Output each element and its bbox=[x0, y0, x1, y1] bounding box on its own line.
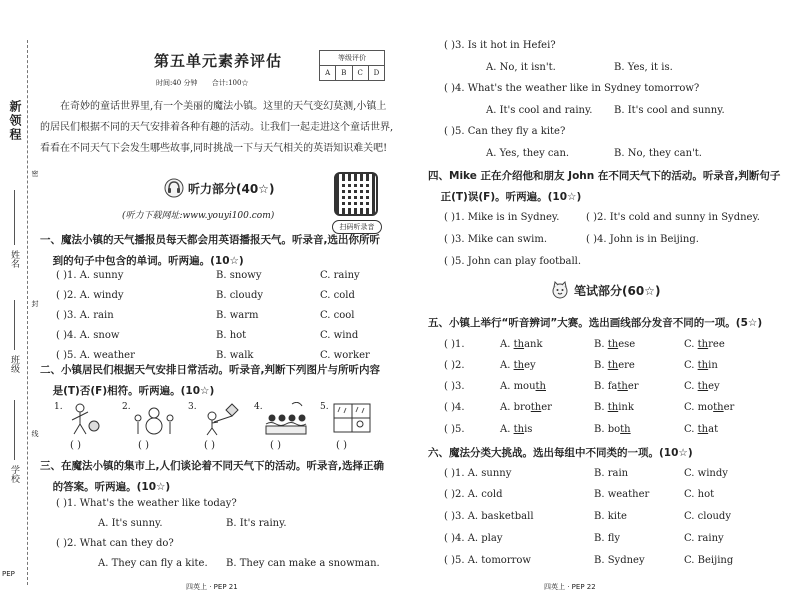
q5-option-text: B. bbox=[594, 402, 608, 413]
q6-option-c[interactable]: C. hot bbox=[684, 489, 715, 500]
q5-option-text: B. fa bbox=[594, 381, 618, 392]
q5-option-text: C. mo bbox=[684, 402, 714, 413]
q6-option-b[interactable]: B. weather bbox=[594, 489, 650, 500]
q1-option-a[interactable]: ( )5. A. weather bbox=[56, 350, 135, 361]
q5-underlined-part: th bbox=[697, 339, 709, 350]
q3-3-option-b[interactable]: B. Yes, it is. bbox=[614, 62, 673, 73]
listening-title: 听力部分(40☆) bbox=[188, 181, 275, 196]
q5-option-text: C. bbox=[684, 339, 698, 350]
q6-option-a[interactable]: ( )1. A. sunny bbox=[444, 468, 512, 479]
q2-pic-2 bbox=[122, 402, 186, 452]
page-title: 第五单元素养评估 bbox=[154, 52, 283, 70]
q1-option-c[interactable]: C. wind bbox=[320, 330, 359, 341]
q5-option-text: ey bbox=[524, 360, 536, 371]
q5-option-text: A. bbox=[500, 339, 514, 350]
page-footer-right: 四英上 · PEP 22 bbox=[544, 583, 596, 591]
headphone-icon bbox=[164, 178, 184, 198]
q1-option-c[interactable]: C. rainy bbox=[320, 270, 360, 281]
q5-option-b[interactable] bbox=[594, 381, 684, 392]
q5-answer-blank[interactable]: ( )1. bbox=[444, 339, 465, 350]
q6-option-b[interactable]: B. kite bbox=[594, 511, 627, 522]
q5-option-a[interactable] bbox=[500, 339, 594, 350]
q5-underlined-part: th bbox=[697, 360, 709, 371]
q3-5-option-b[interactable]: B. No, they can't. bbox=[614, 148, 702, 159]
brand-logo: 新领程 bbox=[8, 100, 22, 142]
q5-item-1 bbox=[444, 339, 764, 350]
q2-answer-blank[interactable]: ( ) bbox=[270, 440, 281, 451]
q5-option-b[interactable] bbox=[594, 360, 684, 371]
q3-question-2[interactable]: ( )2. What can they do? bbox=[56, 538, 174, 549]
q5-underlined-part: th bbox=[513, 339, 525, 350]
q2-heading bbox=[40, 360, 380, 402]
q1-item-4 bbox=[56, 330, 420, 341]
q1-item-2 bbox=[56, 290, 420, 301]
q6-option-c[interactable]: C. Beijing bbox=[684, 555, 734, 566]
q1-option-b[interactable]: B. warm bbox=[216, 310, 259, 321]
name-field-label: 姓名 bbox=[9, 250, 19, 268]
q5-underlined-part: th bbox=[697, 381, 709, 392]
q3-2-option-a[interactable]: A. They can fly a kite. bbox=[98, 558, 208, 569]
q4-item-2[interactable]: ( )2. It's cold and sunny in Sydney. bbox=[586, 212, 760, 223]
q5-option-text: B. bbox=[594, 339, 608, 350]
q1-option-c[interactable]: C. worker bbox=[320, 350, 370, 361]
q2-pic-4 bbox=[254, 402, 318, 452]
writing-title: 笔试部分(60☆) bbox=[574, 283, 661, 298]
q3-4-option-b[interactable]: B. It's cool and sunny. bbox=[614, 105, 725, 116]
q5-option-text: C. bbox=[684, 424, 698, 435]
q6-item-4 bbox=[444, 533, 764, 544]
q1-option-b[interactable]: B. cloudy bbox=[216, 290, 264, 301]
q5-item-2 bbox=[444, 360, 764, 371]
writing-heading bbox=[550, 280, 660, 300]
page-footer-left: 四英上 · PEP 21 bbox=[186, 583, 238, 591]
q1-option-a[interactable]: ( )3. A. rain bbox=[56, 310, 114, 321]
q2-answer-blank[interactable]: ( ) bbox=[204, 440, 215, 451]
q4-item-1[interactable]: ( )1. Mike is in Sydney. bbox=[444, 212, 560, 223]
download-url: (听力下载网址:www.youyi100.com) bbox=[122, 211, 275, 221]
q3-heading bbox=[40, 456, 384, 498]
q5-option-text: A. mou bbox=[500, 381, 536, 392]
grade-box bbox=[319, 50, 385, 81]
q5-option-text: B. bo bbox=[594, 424, 621, 435]
q2-pic-number: 3. bbox=[188, 402, 197, 412]
q5-option-text: A. bbox=[500, 424, 514, 435]
window-rain-icon bbox=[330, 402, 374, 436]
q6-option-c[interactable]: C. rainy bbox=[684, 533, 724, 544]
q6-item-1 bbox=[444, 468, 764, 479]
q3-3-option-a[interactable]: A. No, it isn't. bbox=[486, 62, 556, 73]
q6-option-a[interactable]: ( )5. A. tomorrow bbox=[444, 555, 531, 566]
q1-item-3 bbox=[56, 310, 420, 321]
q1-option-c[interactable]: C. cool bbox=[320, 310, 355, 321]
q5-underlined-part: th bbox=[620, 424, 631, 435]
q5-option-a[interactable] bbox=[500, 360, 594, 371]
q3-5-option-a[interactable]: A. Yes, they can. bbox=[486, 148, 570, 159]
q6-option-a[interactable]: ( )2. A. cold bbox=[444, 489, 503, 500]
q5-option-text: in bbox=[708, 360, 718, 371]
q5-underlined-part: th bbox=[617, 381, 628, 392]
q3-2-option-b[interactable]: B. They can make a snowman. bbox=[226, 558, 380, 569]
left-page bbox=[36, 0, 398, 598]
q5-underlined-part: th bbox=[535, 381, 546, 392]
q1-item-1 bbox=[56, 270, 420, 281]
class-field-label: 班级 bbox=[9, 355, 19, 373]
q3-question-1[interactable]: ( )1. What's the weather like today? bbox=[56, 498, 237, 509]
q5-option-a[interactable] bbox=[500, 402, 594, 413]
q3-1-option-a[interactable]: A. It's sunny. bbox=[98, 518, 163, 529]
right-page bbox=[414, 0, 794, 598]
q6-option-c[interactable]: C. windy bbox=[684, 468, 728, 479]
q1-option-a[interactable]: ( )2. A. windy bbox=[56, 290, 124, 301]
q6-option-a[interactable]: ( )4. A. play bbox=[444, 533, 503, 544]
q6-item-5 bbox=[444, 555, 764, 566]
grade-c[interactable]: C bbox=[352, 66, 368, 80]
q6-option-b[interactable]: B. Sydney bbox=[594, 555, 645, 566]
q2-pic-number: 2. bbox=[122, 402, 131, 412]
grade-d[interactable]: D bbox=[368, 66, 384, 80]
q6-item-3 bbox=[444, 511, 764, 522]
q5-option-b[interactable] bbox=[594, 424, 684, 435]
q5-item-3 bbox=[444, 381, 764, 392]
cat-icon bbox=[550, 280, 570, 300]
q2-pic-1 bbox=[54, 402, 118, 452]
q5-item-4 bbox=[444, 402, 764, 413]
q4-item-4[interactable]: ( )4. John is in Beijing. bbox=[586, 234, 699, 245]
q5-answer-blank[interactable]: ( )4. bbox=[444, 402, 465, 413]
q5-option-text: ank bbox=[524, 339, 543, 350]
q2-pic-number: 4. bbox=[254, 402, 263, 412]
q5-option-text: at bbox=[708, 424, 719, 435]
q5-heading: 五、小镇上举行“听音辨词”大赛。选出画线部分发音不同的一项。(5☆) bbox=[428, 317, 763, 329]
q5-option-b[interactable] bbox=[594, 339, 684, 350]
q1-option-b[interactable]: B. walk bbox=[216, 350, 254, 361]
q6-option-c[interactable]: C. cloudy bbox=[684, 511, 731, 522]
qr-label: 扫码听录音 bbox=[332, 220, 382, 234]
listening-heading bbox=[164, 178, 274, 198]
q5-underlined-part: th bbox=[607, 339, 619, 350]
q3-heading-line1: 三、在魔法小镇的集市上,人们谈论着不同天气下的活动。听录音,选择正确 bbox=[40, 460, 384, 472]
q1-option-b[interactable]: B. snowy bbox=[216, 270, 262, 281]
q5-option-text: A. bbox=[500, 360, 514, 371]
q5-option-text: er bbox=[627, 381, 639, 392]
q3-question-4[interactable]: ( )4. What's the weather like in Sydney tomorrow? bbox=[444, 83, 700, 94]
grade-a[interactable]: A bbox=[325, 69, 331, 77]
q6-option-a[interactable]: ( )3. A. basketball bbox=[444, 511, 534, 522]
q5-option-a[interactable] bbox=[500, 424, 594, 435]
seal-mark-feng: 封 bbox=[31, 300, 39, 307]
q2-pic-number: 1. bbox=[54, 402, 63, 412]
pep-label: PEP bbox=[2, 570, 15, 578]
q5-option-text: er bbox=[541, 402, 552, 413]
q5-underlined-part: th bbox=[697, 424, 709, 435]
q5-underlined-part: th bbox=[607, 402, 619, 413]
kid-basketball-icon bbox=[64, 402, 108, 436]
q3-4-option-a[interactable]: A. It's cool and rainy. bbox=[486, 105, 593, 116]
q5-option-b[interactable] bbox=[594, 402, 684, 413]
kid-kite-icon bbox=[198, 402, 242, 436]
exam-meta bbox=[156, 78, 248, 88]
seal-mark-xian: 线 bbox=[31, 430, 39, 437]
q5-underlined-part: th bbox=[513, 360, 525, 371]
q2-answer-blank[interactable]: ( ) bbox=[70, 440, 81, 451]
q5-option-c[interactable] bbox=[684, 424, 764, 435]
q2-answer-blank[interactable]: ( ) bbox=[138, 440, 149, 451]
qr-code-icon bbox=[334, 172, 378, 216]
q1-option-a[interactable]: ( )4. A. snow bbox=[56, 330, 120, 341]
q3-question-3[interactable]: ( )3. Is it hot in Hefei? bbox=[444, 40, 556, 51]
q2-heading-line2: 是(T)否(F)相符。听两遍。(10☆) bbox=[52, 385, 215, 397]
q5-option-text: er bbox=[723, 402, 735, 413]
q5-option-c[interactable] bbox=[684, 381, 764, 392]
q5-option-text: B. bbox=[594, 360, 608, 371]
class-field-line[interactable] bbox=[14, 300, 15, 350]
q5-underlined-part: th bbox=[713, 402, 724, 413]
q4-item-5[interactable]: ( )5. John can play football. bbox=[444, 256, 582, 267]
q2-pic-3 bbox=[188, 402, 252, 452]
q5-option-text: A. bro bbox=[500, 402, 531, 413]
q5-option-text: ese bbox=[618, 339, 636, 350]
q1-heading-line1: 一、魔法小镇的天气播报员每天都会用英语播报天气。听录音,选出你所听 bbox=[40, 234, 380, 246]
q5-option-text: C. bbox=[684, 360, 698, 371]
kids-swimming-icon bbox=[264, 402, 308, 436]
q1-option-b[interactable]: B. hot bbox=[216, 330, 247, 341]
q5-option-c[interactable] bbox=[684, 360, 764, 371]
q5-option-text: ey bbox=[708, 381, 720, 392]
q4-heading bbox=[428, 166, 780, 208]
q6-option-b[interactable]: B. fly bbox=[594, 533, 621, 544]
q3-heading-line2: 的答案。听两遍。(10☆) bbox=[52, 481, 171, 493]
time-limit: 时间:40 分钟 bbox=[156, 79, 198, 87]
q3-1-option-b[interactable]: B. It's rainy. bbox=[226, 518, 287, 529]
q2-pic-5 bbox=[320, 402, 384, 452]
q5-option-text: C. bbox=[684, 381, 698, 392]
total-score: 合计:100☆ bbox=[211, 79, 249, 87]
binding-margin bbox=[0, 0, 39, 598]
school-field-line[interactable] bbox=[14, 400, 15, 460]
grade-label: 等级评价 bbox=[320, 51, 384, 66]
q4-item-3[interactable]: ( )3. Mike can swim. bbox=[444, 234, 548, 245]
q6-item-2 bbox=[444, 489, 764, 500]
q5-option-c[interactable] bbox=[684, 402, 764, 413]
q5-option-c[interactable] bbox=[684, 339, 764, 350]
q4-heading-line2: 正(T)误(F)。听两遍。(10☆) bbox=[440, 191, 582, 203]
q5-item-5 bbox=[444, 424, 764, 435]
q2-answer-blank[interactable]: ( ) bbox=[336, 440, 347, 451]
q1-option-c[interactable]: C. cold bbox=[320, 290, 355, 301]
q5-option-text: ere bbox=[618, 360, 635, 371]
q1-option-a[interactable]: ( )1. A. sunny bbox=[56, 270, 124, 281]
q5-underlined-part: th bbox=[530, 402, 542, 413]
name-field-line[interactable] bbox=[14, 190, 15, 245]
q6-option-b[interactable]: B. rain bbox=[594, 468, 629, 479]
school-field-label: 学校 bbox=[9, 465, 19, 483]
q5-answer-blank[interactable]: ( )5. bbox=[444, 424, 465, 435]
q5-answer-blank[interactable]: ( )3. bbox=[444, 381, 465, 392]
qr-code[interactable] bbox=[328, 172, 384, 234]
q2-pic-number: 5. bbox=[320, 402, 329, 412]
q1-heading bbox=[40, 230, 380, 272]
intro-paragraph: 在奇妙的童话世界里,有一个美丽的魔法小镇。这里的天气变幻莫测,小镇上的居民们根据不同的天气安排着各种有趣的活动。让我们一起走进这个童话世界,看看在不同天气下会发生哪些故事,同时挑战一下与天气相关的英语知识难关吧! bbox=[40, 101, 394, 154]
q2-heading-line1: 二、小镇居民们根据天气安排日常活动。听录音,判断下列图片与所听内容 bbox=[40, 364, 380, 376]
q5-option-text: is bbox=[524, 424, 533, 435]
q2-picture-row bbox=[54, 402, 394, 452]
q4-heading-line1: 四、Mike 正在介绍他和朋友 John 在不同天气下的活动。听录音,判断句子 bbox=[428, 170, 781, 182]
q5-option-text: ink bbox=[618, 402, 634, 413]
cut-line bbox=[27, 40, 28, 585]
q6-heading: 六、魔法分类大挑战。选出每组中不同类的一项。(10☆) bbox=[428, 447, 693, 459]
q5-underlined-part: th bbox=[513, 424, 525, 435]
grade-b[interactable]: B bbox=[335, 66, 351, 80]
q5-option-text: ree bbox=[708, 339, 725, 350]
q5-answer-blank[interactable]: ( )2. bbox=[444, 360, 465, 371]
kids-snowman-icon bbox=[132, 402, 176, 436]
q5-underlined-part: th bbox=[607, 360, 619, 371]
q5-option-a[interactable] bbox=[500, 381, 594, 392]
seal-mark-mi: 密 bbox=[31, 170, 39, 177]
q3-question-5[interactable]: ( )5. Can they fly a kite? bbox=[444, 126, 566, 137]
q1-heading-line2: 到的句子中包含的单词。听两遍。(10☆) bbox=[52, 255, 244, 267]
